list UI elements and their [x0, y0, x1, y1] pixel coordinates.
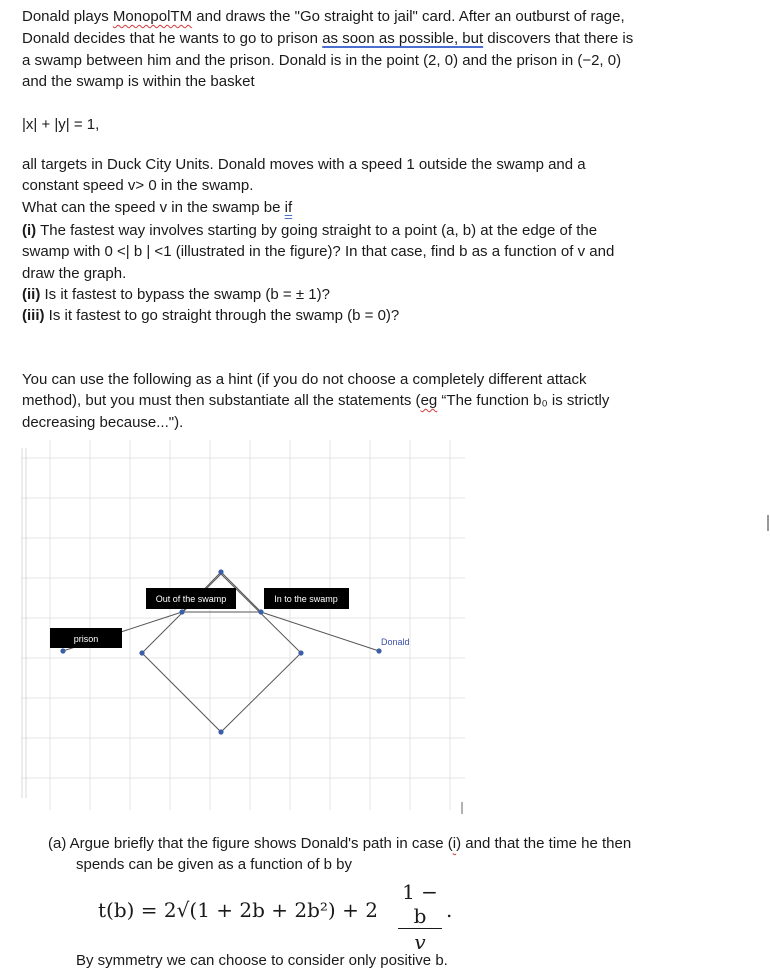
text: method), but you must then substantiate all the statements ( [22, 392, 421, 409]
formula-period: . [446, 898, 453, 922]
intro-line-2 [22, 28, 722, 50]
text: Is it fastest to bypass the swamp (b = ± 1)? [40, 286, 330, 303]
label-ii: (ii) [22, 286, 41, 303]
label-prison-text: prison [73, 634, 99, 644]
diamond-bottom-point [218, 729, 223, 734]
fraction [398, 880, 442, 955]
diamond-right-point [298, 650, 303, 655]
body-line-1: all targets in Duck City Units. Donald moves with a speed 1 outside the swamp and a [22, 156, 586, 173]
label-donald: Donald [381, 637, 410, 647]
question-i-line-3: draw the graph. [22, 265, 127, 282]
prison-point [60, 648, 65, 653]
intro-line-4: and the swamp is within the basket [22, 73, 255, 90]
intro-line-1 [22, 6, 722, 28]
eg-word: eg [420, 392, 438, 409]
left-margin-ticks [22, 448, 26, 798]
text-cursor [767, 515, 769, 531]
label-iii: (iii) [22, 307, 45, 324]
symmetry-note: By symmetry we can choose to consider only positive b. [76, 952, 448, 969]
diamond-left-point [139, 650, 144, 655]
label-out-of-swamp [146, 588, 236, 609]
swamp-equation: |x| + |y| = 1, [22, 116, 100, 133]
part-a-line-2: spends can be given as a function of b by [76, 856, 353, 873]
text: and draws the "Go straight to jail" card. After an outburst of rage, [192, 8, 625, 25]
entry-point [258, 609, 263, 614]
body-line-2: constant speed v> 0 in the swamp. [22, 177, 254, 194]
fraction-numerator: 1 − b [398, 880, 442, 929]
donald-point [376, 648, 381, 653]
hint-line-2 [22, 390, 722, 412]
text: The fastest way involves starting by going straight to a point (a, b) at the edge of the [36, 222, 598, 239]
label-in-to-swamp [264, 588, 349, 609]
text: Donald plays [22, 8, 113, 25]
intro-line-3: a swamp between him and the prison. Donald is in the point (2, 0) and the prison in (−2, 0) [22, 52, 622, 69]
text: ) and that the time he then [456, 835, 632, 852]
hint-line-1: You can use the following as a hint (if you do not choose a completely different attack [22, 371, 587, 388]
part-a-line-1 [48, 833, 748, 855]
text: “The function b₀ is strictly [437, 392, 610, 409]
monopoly-word: MonopolTM [112, 8, 193, 25]
question-i-line-2: swamp with 0 <| b | <1 (illustrated in the figure)? In that case, find b as a function of v and [22, 243, 615, 260]
question-ii [22, 284, 722, 306]
label-in-text: In to the swamp [274, 594, 338, 604]
label-prison [50, 628, 122, 648]
question-i-line-1 [22, 220, 722, 242]
hint-line-3: decreasing because..."). [22, 414, 184, 431]
fraction-denominator: v [414, 930, 426, 954]
grid [22, 440, 465, 810]
i-marker: i [452, 835, 457, 852]
swamp-figure [20, 428, 470, 818]
question-iii [22, 305, 722, 327]
text: (a) Argue briefly that the figure shows Donald's path in case ( [48, 835, 453, 852]
apex-point [218, 569, 223, 574]
text: discovers that there is [483, 30, 634, 47]
asap-phrase: as soon as possible, but [322, 30, 484, 47]
text: Donald decides that he wants to go to prison [22, 30, 323, 47]
text: Is it fastest to go straight through the swamp (b = 0)? [44, 307, 400, 324]
text: What can the speed v in the swamp be [22, 199, 285, 216]
question-line [22, 197, 722, 219]
formula-lhs: t(b) = 2√(1 + 2b + 2b²) + 2 [98, 898, 378, 922]
if-word: if [284, 199, 293, 216]
label-i: (i) [22, 222, 37, 239]
exit-point [179, 609, 184, 614]
label-out-text: Out of the swamp [155, 594, 227, 604]
